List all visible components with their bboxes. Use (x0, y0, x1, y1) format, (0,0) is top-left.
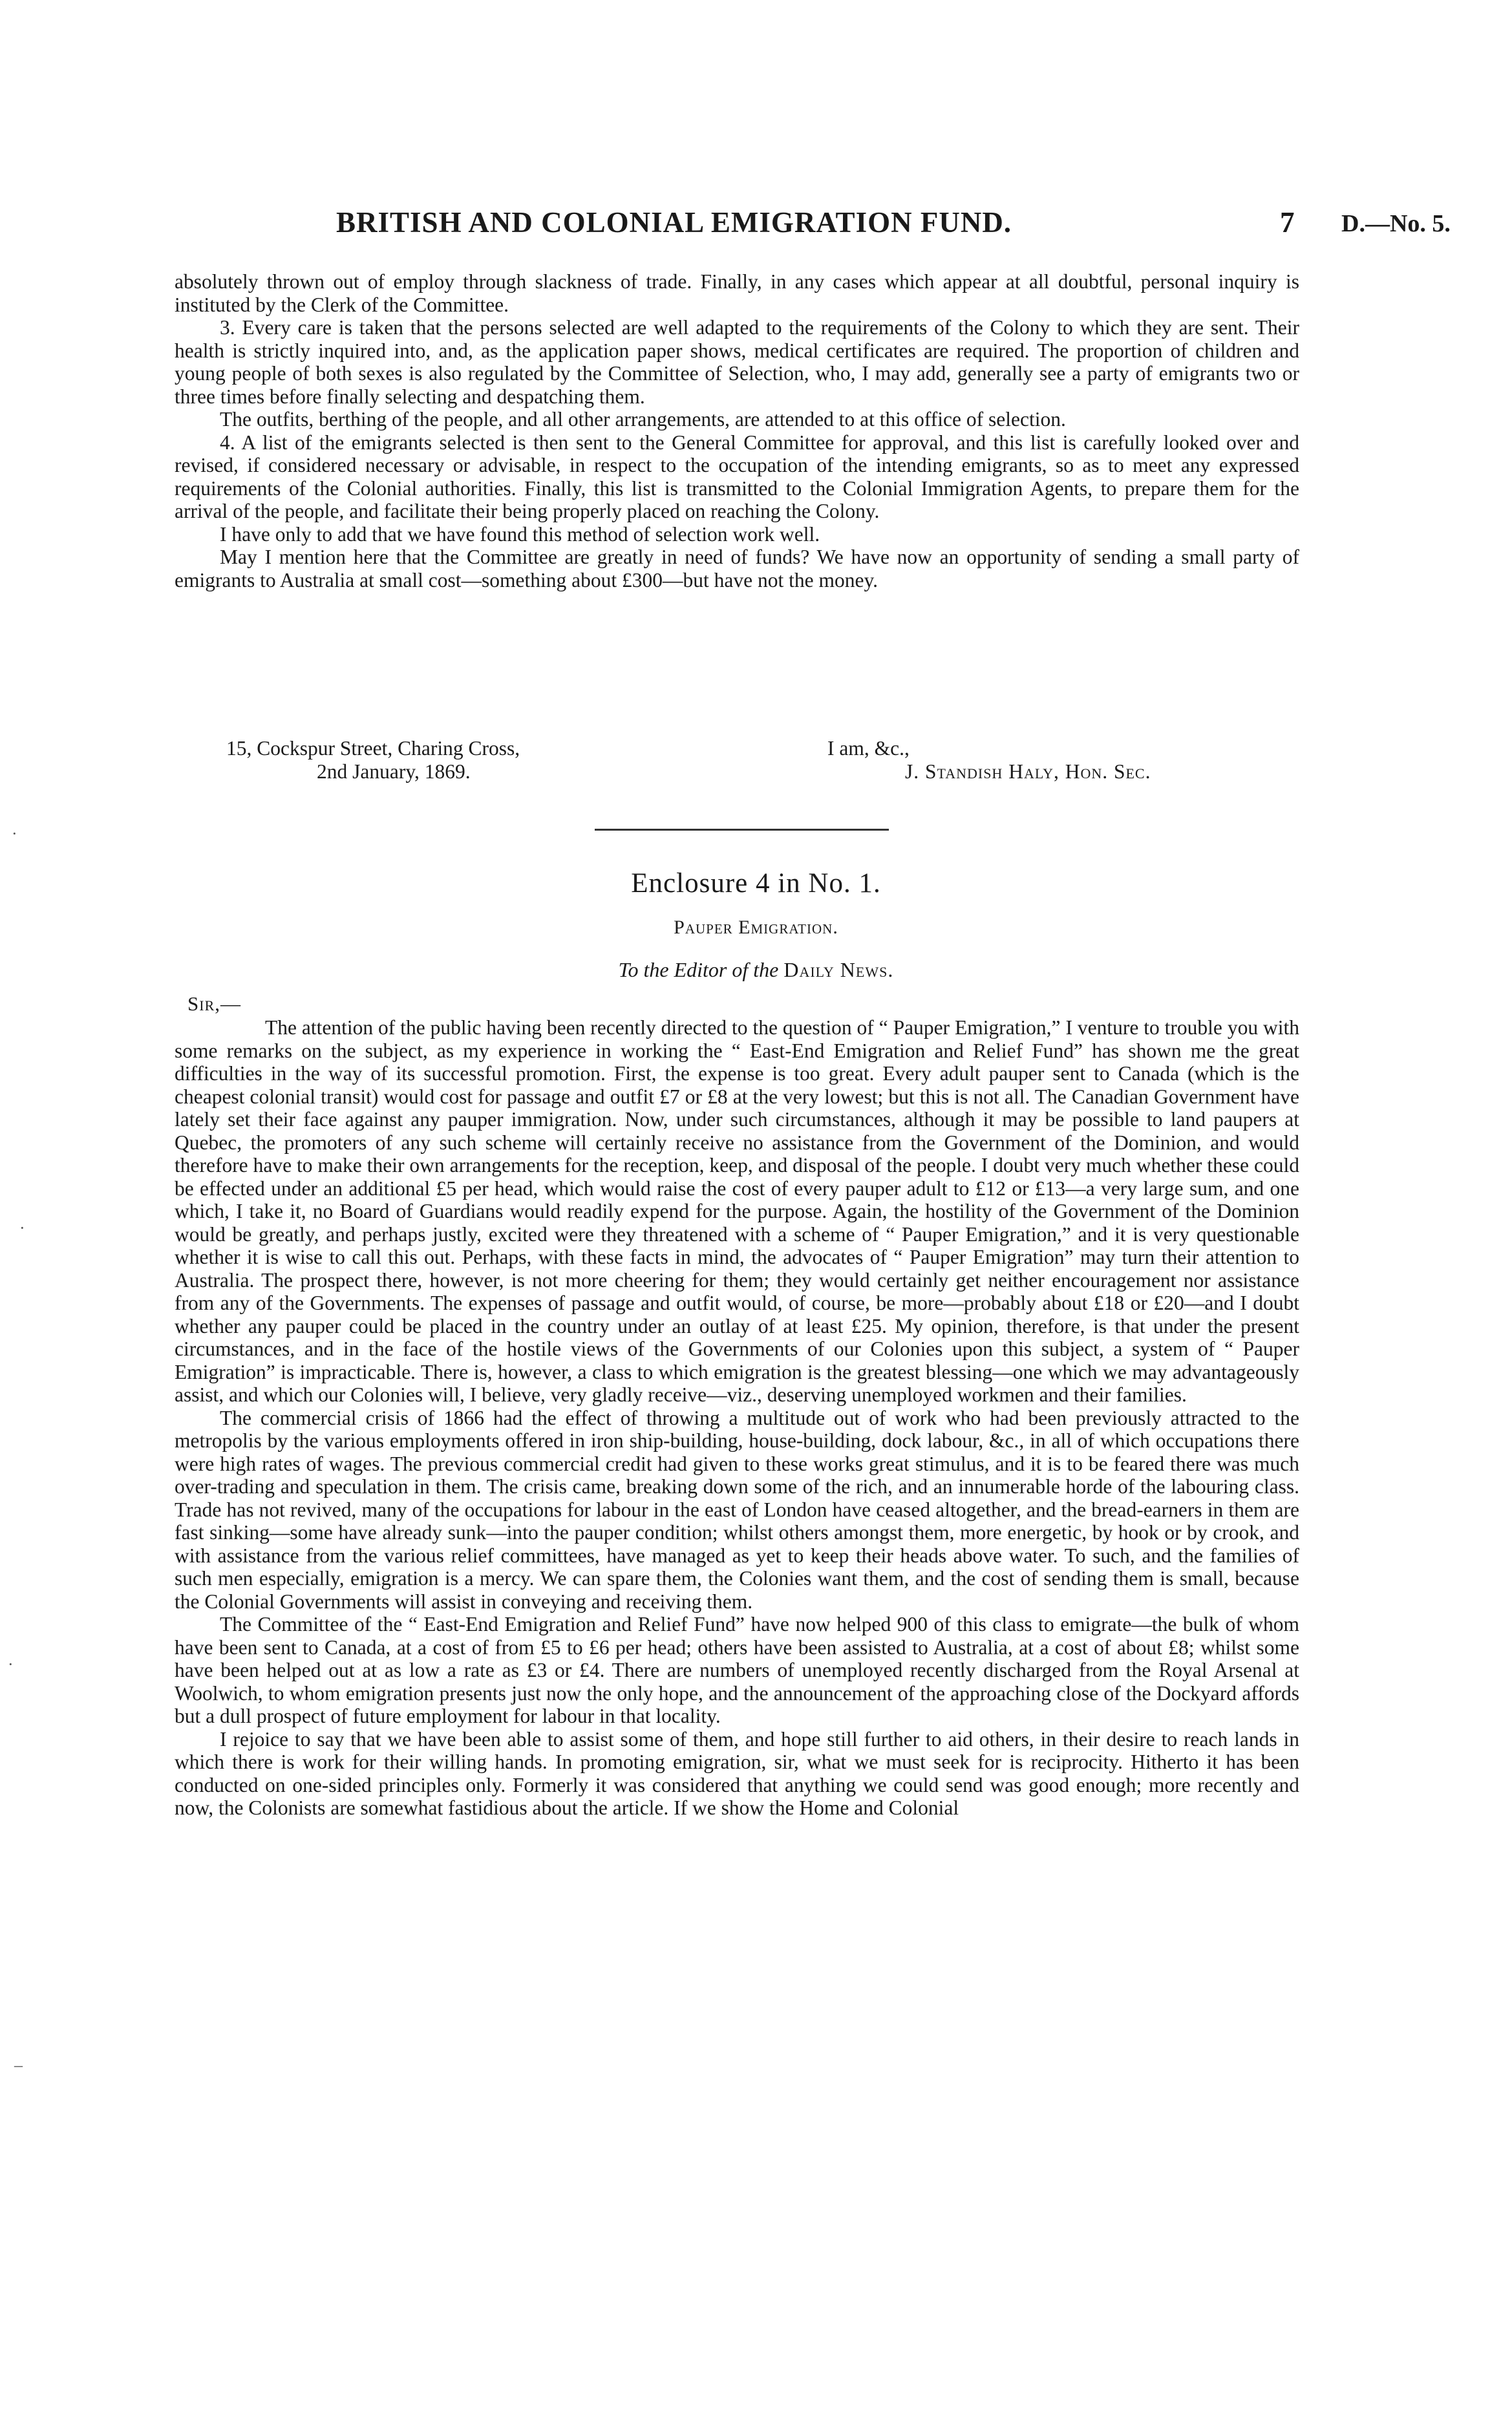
enclosure-subheading: Pauper Emigration. (674, 917, 838, 938)
addressee-prefix: To the Editor of the (618, 958, 779, 981)
address-line: 15, Cockspur Street, Charing Cross, (226, 737, 520, 760)
margin-speck: · (12, 824, 17, 843)
letter-signature-block (175, 737, 1299, 783)
running-title: BRITISH AND COLONIAL EMIGRATION FUND. (336, 206, 1012, 239)
paragraph: The commercial crisis of 1866 had the effect of throwing a multitude out of work who had been previously attracted to the metropolis by the various employments offered in iron ship-building, house-building, dock labour, &c., in all of which occupations there were high rates of wages. The previous commercial credit had given to these works great stimulus, and it is to be feared there was much over-trading and speculation in them. The crisis came, breaking down some of the rich, and an innumerable horde of the labouring class. Trade has not revived, many of the occupations for labour in the east of London have ceased altogether, and the bread-earners in them are fast sinking—some have already sunk—into the pauper condition; whilst others amongst them, more energetic, by hook or by crook, and with assistance from the various relief committees, have managed as yet to keep their heads above water. To such, and the families of such men especially, emigration is a mercy. We can spare them, the Colonies want them, and the cost of sending them is small, because the Colonial Governments will assist in conveying and receiving them. (175, 1406, 1299, 1613)
paragraph: I have only to add that we have found this method of selection work well. (220, 522, 820, 546)
paragraph: 3. Every care is taken that the persons selected are well adapted to the requirements of the Colony to which they are sent. Their health is strictly inquired into, and, as the application paper shows, medical certificates are required. The proportion of children and young people of both sexes is also regulated by the Committee of Selection, who, I may add, generally see a party of emigrants two or three times before finally selecting and despatching them. (175, 316, 1299, 408)
letter-body (175, 270, 1299, 591)
newspaper-name: Daily News. (783, 958, 894, 981)
margin-speck: · (8, 1655, 14, 1674)
paragraph: The outfits, berthing of the people, and all other arrangements, are attended to at this office of selection. (220, 408, 1066, 431)
paragraph: The Committee of the “ East-End Emigration and Relief Fund” have now helped 900 of this class to emigrate—the bulk of whom have been sent to Canada, at a cost of from £5 to £6 per head; others have been assisted to Australia, at a cost of about £8; whilst some have been helped out at as low a rate as £3 or £4. There are numbers of unemployed recently discharged from the Royal Arsenal at Woolwich, to whom emigration presents just now the only hope, and the announcement of the approaching close of the Dockyard affords but a dull prospect of future employment for labour in that locality. (175, 1613, 1299, 1727)
page-number: 7 (1280, 206, 1295, 239)
document-reference: D.—No. 5. (1341, 210, 1451, 237)
enclosure-heading: Enclosure 4 in No. 1. (631, 868, 881, 899)
paragraph: May I mention here that the Committee are greatly in need of funds? We have now an opportunity of sending a small party of emigrants to Australia at small cost—something about £300—but have not the money. (175, 546, 1299, 591)
paragraph: The attention of the public having been recently directed to the question of “ Pauper Emigration,” I venture to trouble you with some remarks on the subject, as my experience in working the “ East-End Emigration and Relief Fund” has shown me the great difficulties in the way of its successful promotion. First, the expense is too great. Every adult pauper sent to Canada (which is the cheapest colonial transit) would cost for passage and outfit £7 or £8 at the very lowest; but this is not all. The Canadian Government have lately set their face against any pauper immigration. Now, under such circumstances, although it may be possible to land paupers at Quebec, the promoters of any such scheme will certainly receive no assistance from the Government of the Dominion, and would therefore have to make their own arrangements for the reception, keep, and disposal of the people. I doubt very much whether these could be effected under an additional £5 per head, which would raise the cost of every pauper adult to £12 or £13—a very large sum, and one which, I take it, no Board of Guardians would readily expend for the purpose. Again, the hostility of the Government of the Dominion would be greatly, and perhaps justly, excited were they threatened with a scheme of “ Pauper Emigration,” and it is very questionable whether it is wise to call this out. Perhaps, with these facts in mind, the advocates of “ Pauper Emigration” may turn their attention to Australia. The prospect there, however, is not more cheering for them; they would certainly get neither encouragement nor assistance from any of the Governments. The expenses of passage and outfit would, of course, be more—probably about £18 or £20—and I doubt whether any pauper could be placed in the country under an outlay of at least £25. My opinion, therefore, is that under the present circumstances, and in the face of the hostile views of the Governments of our Colonies upon this subject, a system of “ Pauper Emigration” is impracticable. There is, however, a class to which emigration is the greatest blessing—one which we may advantageously assist, and which our Colonies will, I believe, very gladly receive—viz., deserving unemployed workmen and their families. (175, 1016, 1299, 1406)
margin-speck: · (19, 1219, 25, 1237)
salutation: Sir,— (187, 992, 241, 1015)
addressee-line (0, 958, 1512, 982)
paragraph: I rejoice to say that we have been able to assist some of them, and hope still further to aid others, in their desire to reach lands in which there is work for their willing hands. In promoting emigration, sir, what we must seek for is reciprocity. Hitherto it has been conducted on one-sided principles only. Formerly it was considered that anything we could send was good enough; more recently and now, the Colonists are somewhat fastidious about the article. If we show the Home and Colonial (175, 1727, 1299, 1819)
paragraph: absolutely thrown out of employ through slackness of trade. Finally, in any cases which appear at all doubtful, personal inquiry is instituted by the Clerk of the Committee. (175, 270, 1299, 316)
margin-speck: – (14, 2056, 23, 2074)
enclosure-body (175, 1016, 1299, 1820)
closing-line: I am, &c., (827, 737, 910, 760)
date-line: 2nd January, 1869. (317, 760, 471, 783)
page-header (175, 206, 1480, 244)
section-divider (595, 829, 889, 831)
signature: J. Standish Haly, Hon. Sec. (905, 760, 1151, 783)
paragraph: 4. A list of the emigrants selected is then sent to the General Committee for approval, and this list is carefully looked over and revised, if considered necessary or advisable, in respect to the occupation of the intending emigrants, so as to meet any expressed requirements of the Colonial authorities. Finally, this list is transmitted to the Colonial Immigration Agents, to prepare them for the arrival of the people, and facilitate their being properly placed on reaching the Colony. (175, 431, 1299, 522)
